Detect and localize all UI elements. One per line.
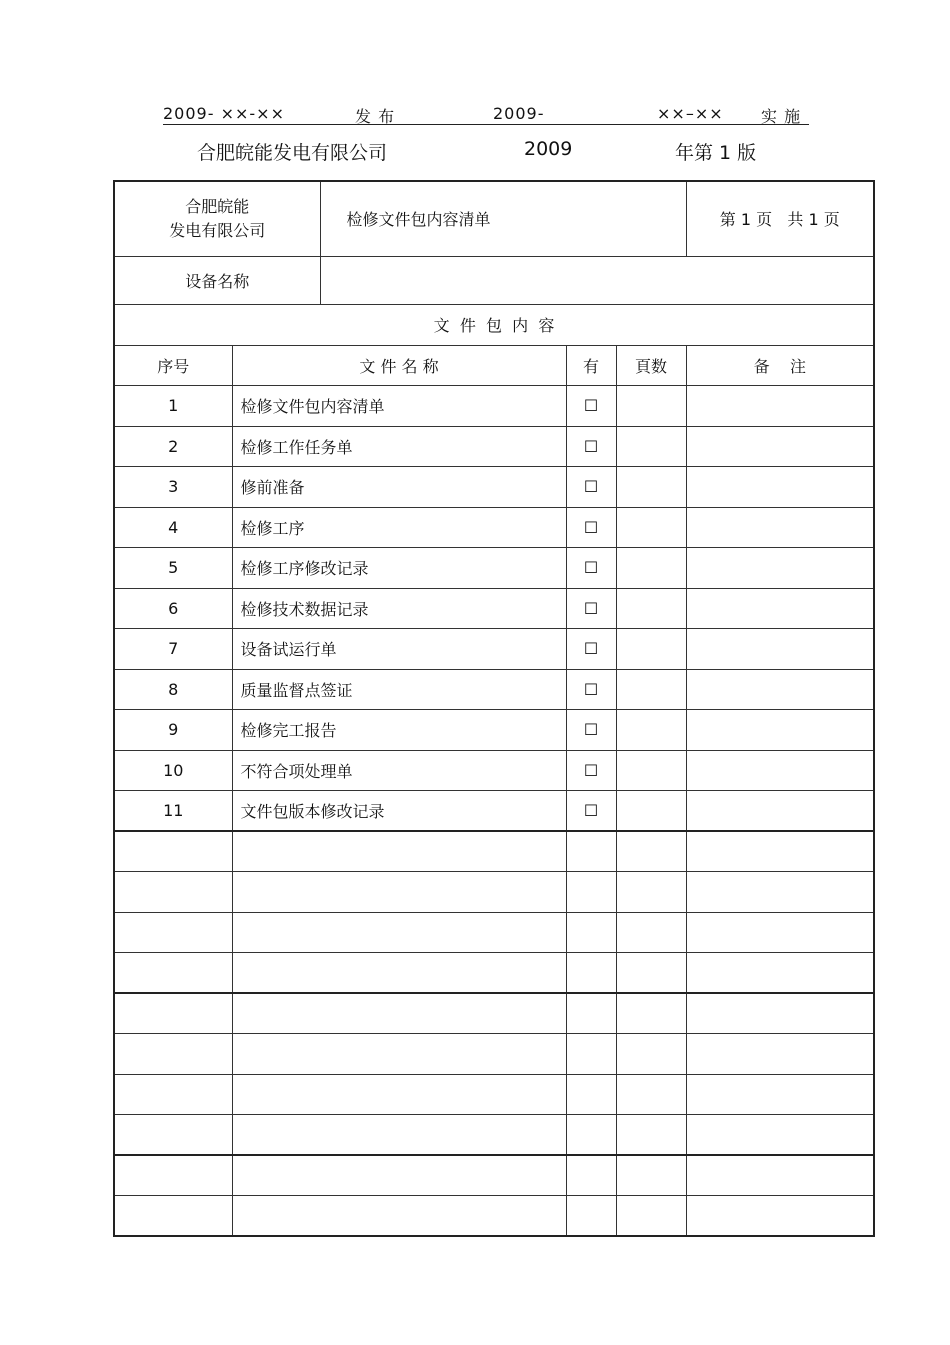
- row-remark[interactable]: [686, 993, 874, 1033]
- page-info: 第 1 页 共 1 页: [686, 181, 874, 256]
- row-doc-name: 修前准备: [232, 466, 566, 507]
- row-checkbox[interactable]: ☐: [566, 790, 616, 831]
- row-remark[interactable]: [686, 1114, 874, 1155]
- row-checkbox: [566, 871, 616, 912]
- table-row: [114, 912, 874, 952]
- table-row: [114, 628, 874, 669]
- row-checkbox[interactable]: ☐: [566, 385, 616, 426]
- row-pages[interactable]: [616, 993, 686, 1033]
- row-doc-name: 检修工作任务单: [232, 426, 566, 466]
- row-remark[interactable]: [686, 628, 874, 669]
- row-seq: [114, 952, 232, 993]
- row-pages[interactable]: [616, 588, 686, 628]
- row-checkbox: [566, 1033, 616, 1074]
- row-checkbox: [566, 1114, 616, 1155]
- row-remark[interactable]: [686, 871, 874, 912]
- row-remark[interactable]: [686, 952, 874, 993]
- row-checkbox: [566, 993, 616, 1033]
- col-header-seq: 序号: [114, 345, 232, 385]
- table-row: [114, 1195, 874, 1236]
- row-seq: 9: [114, 709, 232, 750]
- org-line2: 发电有限公司: [169, 220, 266, 240]
- table-row: [114, 669, 874, 709]
- row-doc-name: [232, 1074, 566, 1114]
- row-seq: [114, 993, 232, 1033]
- row-seq: [114, 912, 232, 952]
- row-pages[interactable]: [616, 669, 686, 709]
- row-remark[interactable]: [686, 547, 874, 588]
- implement-label: 实 施: [761, 107, 802, 126]
- row-pages[interactable]: [616, 466, 686, 507]
- row-checkbox[interactable]: ☐: [566, 709, 616, 750]
- equipment-label: 设备名称: [114, 256, 320, 304]
- row-pages[interactable]: [616, 790, 686, 831]
- row-doc-name: [232, 912, 566, 952]
- row-remark[interactable]: [686, 1033, 874, 1074]
- row-checkbox: [566, 912, 616, 952]
- row-remark[interactable]: [686, 831, 874, 871]
- table-row: [114, 790, 874, 831]
- row-checkbox[interactable]: ☐: [566, 588, 616, 628]
- row-remark[interactable]: [686, 426, 874, 466]
- implement-year: 2009-: [493, 104, 545, 123]
- row-seq: [114, 1074, 232, 1114]
- row-remark[interactable]: [686, 1155, 874, 1195]
- publish-date: 2009- ××-××: [163, 104, 285, 123]
- row-pages[interactable]: [616, 547, 686, 588]
- table-row: [114, 1114, 874, 1155]
- row-seq: 6: [114, 588, 232, 628]
- row-seq: 4: [114, 507, 232, 547]
- row-pages[interactable]: [616, 628, 686, 669]
- table-row: [114, 871, 874, 912]
- table-row: [114, 750, 874, 790]
- table-row: [114, 952, 874, 993]
- row-seq: [114, 1033, 232, 1074]
- row-remark[interactable]: [686, 1074, 874, 1114]
- row-pages[interactable]: [616, 1195, 686, 1236]
- row-seq: 2: [114, 426, 232, 466]
- row-doc-name: 检修工序修改记录: [232, 547, 566, 588]
- row-remark[interactable]: [686, 385, 874, 426]
- row-pages[interactable]: [616, 507, 686, 547]
- row-doc-name: 文件包版本修改记录: [232, 790, 566, 831]
- row-remark[interactable]: [686, 466, 874, 507]
- row-remark[interactable]: [686, 750, 874, 790]
- release-line: [163, 102, 809, 125]
- col-header-pages: 頁数: [616, 345, 686, 385]
- table-row: [114, 426, 874, 466]
- publish-label: 发 布: [355, 107, 396, 126]
- row-remark[interactable]: [686, 709, 874, 750]
- row-checkbox: [566, 1155, 616, 1195]
- row-pages[interactable]: [616, 912, 686, 952]
- edition-text: 年第 1 版: [675, 142, 757, 164]
- row-pages[interactable]: [616, 426, 686, 466]
- edition-year: 2009: [524, 138, 573, 160]
- col-header-name: 文 件 名 称: [232, 345, 566, 385]
- row-doc-name: [232, 1195, 566, 1236]
- row-pages[interactable]: [616, 1074, 686, 1114]
- implement-date: ××–××: [657, 104, 724, 123]
- content-list-form: [113, 180, 875, 1237]
- row-doc-name: [232, 1033, 566, 1074]
- row-checkbox[interactable]: ☐: [566, 628, 616, 669]
- row-doc-name: 检修技术数据记录: [232, 588, 566, 628]
- row-remark[interactable]: [686, 507, 874, 547]
- row-remark[interactable]: [686, 912, 874, 952]
- row-checkbox: [566, 1195, 616, 1236]
- table-row: [114, 1033, 874, 1074]
- row-checkbox: [566, 831, 616, 871]
- row-pages[interactable]: [616, 1114, 686, 1155]
- row-seq: 7: [114, 628, 232, 669]
- row-doc-name: [232, 1155, 566, 1195]
- row-seq: [114, 1195, 232, 1236]
- row-pages[interactable]: [616, 952, 686, 993]
- table-row: [114, 709, 874, 750]
- row-pages[interactable]: [616, 1155, 686, 1195]
- row-checkbox: [566, 952, 616, 993]
- org-line1: 合肥皖能: [185, 196, 250, 216]
- row-checkbox[interactable]: ☐: [566, 669, 616, 709]
- row-pages[interactable]: [616, 831, 686, 871]
- row-doc-name: [232, 993, 566, 1033]
- row-seq: [114, 1155, 232, 1195]
- row-remark[interactable]: [686, 790, 874, 831]
- row-doc-name: 检修文件包内容清单: [232, 385, 566, 426]
- row-checkbox[interactable]: ☐: [566, 426, 616, 466]
- row-checkbox[interactable]: ☐: [566, 750, 616, 790]
- row-doc-name: [232, 871, 566, 912]
- row-pages[interactable]: [616, 1033, 686, 1074]
- table-row: [114, 1074, 874, 1114]
- row-doc-name: 不符合项处理单: [232, 750, 566, 790]
- col-header-has: 有: [566, 345, 616, 385]
- table-row: [114, 385, 874, 426]
- row-seq: 3: [114, 466, 232, 507]
- rows-body: [114, 385, 874, 1236]
- row-seq: 8: [114, 669, 232, 709]
- row-remark[interactable]: [686, 588, 874, 628]
- col-header-remark: 备 注: [686, 345, 874, 385]
- row-doc-name: [232, 1114, 566, 1155]
- row-remark[interactable]: [686, 669, 874, 709]
- row-pages[interactable]: [616, 750, 686, 790]
- row-seq: [114, 871, 232, 912]
- equipment-value-field[interactable]: [320, 256, 874, 304]
- row-seq: [114, 1114, 232, 1155]
- table-row: [114, 588, 874, 628]
- table-row: [114, 1155, 874, 1195]
- company-name: 合肥皖能发电有限公司: [197, 142, 388, 164]
- row-seq: 5: [114, 547, 232, 588]
- row-doc-name: [232, 831, 566, 871]
- row-checkbox: [566, 1074, 616, 1114]
- row-checkbox[interactable]: ☐: [566, 507, 616, 547]
- row-checkbox[interactable]: ☐: [566, 466, 616, 507]
- row-doc-name: 检修工序: [232, 507, 566, 547]
- section-title: 文 件 包 内 容: [114, 304, 874, 345]
- table-row: [114, 993, 874, 1033]
- row-doc-name: 设备试运行单: [232, 628, 566, 669]
- row-pages[interactable]: [616, 871, 686, 912]
- table-row: [114, 831, 874, 871]
- row-doc-name: 质量监督点签证: [232, 669, 566, 709]
- row-doc-name: 检修完工报告: [232, 709, 566, 750]
- table-row: [114, 466, 874, 507]
- table-row: [114, 547, 874, 588]
- row-seq: [114, 831, 232, 871]
- row-seq: 11: [114, 790, 232, 831]
- row-doc-name: [232, 952, 566, 993]
- row-remark[interactable]: [686, 1195, 874, 1236]
- row-seq: 1: [114, 385, 232, 426]
- row-seq: 10: [114, 750, 232, 790]
- row-pages[interactable]: [616, 709, 686, 750]
- org-cell: [114, 181, 320, 256]
- table-row: [114, 507, 874, 547]
- row-checkbox[interactable]: ☐: [566, 547, 616, 588]
- row-pages[interactable]: [616, 385, 686, 426]
- form-title: 检修文件包内容清单: [320, 181, 686, 256]
